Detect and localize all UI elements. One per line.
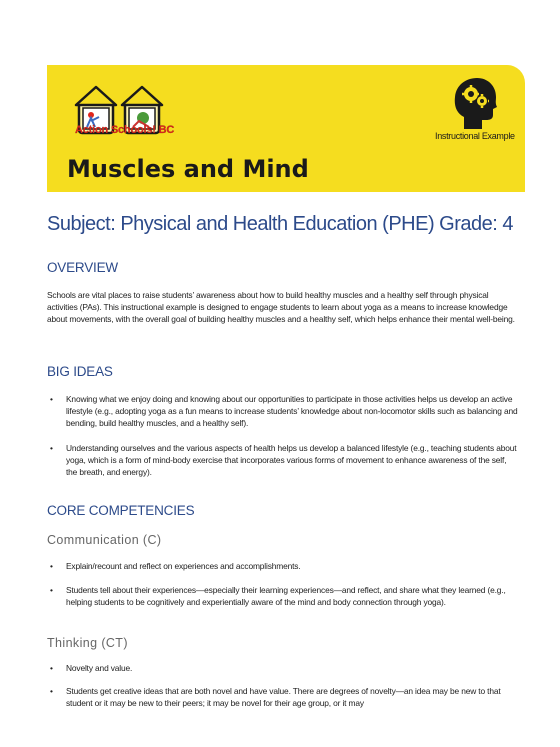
list-item — [47, 560, 519, 572]
head-gears-icon — [452, 77, 498, 129]
bullet-icon: • — [50, 394, 53, 404]
list-item-text: Knowing what we enjoy doing and knowing about our opportunities to participate in those activities helps us develop an active lifestyle (e.g., adopting yoga as a fun means to increase students’ knowledge about non-locomotor skills such as balancing and bending, build healthy muscles, and a healthy self). — [66, 394, 518, 429]
list-item — [47, 442, 519, 479]
overview-heading: OVERVIEW — [47, 260, 118, 275]
list-item — [47, 584, 519, 608]
subject-heading: Subject: Physical and Health Education (PHE) Grade: 4 — [47, 213, 513, 235]
bullet-icon: • — [50, 561, 53, 571]
logo-text: Action Schools! BC — [75, 124, 175, 136]
overview-text: Schools are vital places to raise students’ awareness about how to build healthy muscles and a healthy self through physical activities (PAs). This instructional example is designed to engage students to learn about yoga as a means to increase knowledge about movements, with the overall goal of building healthy muscles and a healthy self, which helps enhance their mental well-being. — [47, 290, 515, 325]
bullet-icon: • — [50, 443, 53, 453]
communication-heading: Communication (C) — [47, 533, 162, 547]
bullet-icon: • — [50, 686, 53, 696]
list-item — [47, 685, 519, 709]
header-banner — [47, 65, 525, 192]
list-item-text: Explain/recount and reflect on experiences and accomplishments. — [66, 561, 301, 571]
bullet-icon: • — [50, 663, 53, 673]
instructional-example-label: Instructional Example — [435, 131, 515, 141]
thinking-heading: Thinking (CT) — [47, 636, 128, 650]
list-item-text: Understanding ourselves and the various aspects of health helps us develop a balanced lifestyle (e.g., teaching students about yoga, which is a form of mind-body exercise that incorporates various forms of movement to enhance awareness of the self, the breath, and energy). — [66, 443, 517, 478]
bullet-icon: • — [50, 585, 53, 595]
list-item-text: Students get creative ideas that are both novel and have value. There are degrees of novelty—an idea may be new to that student or it may be new to their peers; it may be novel for their age group, or it may — [66, 686, 501, 709]
list-item-text: Novelty and value. — [66, 663, 133, 673]
page-title: Muscles and Mind — [67, 155, 309, 183]
list-item — [47, 393, 519, 430]
core-competencies-heading: CORE COMPETENCIES — [47, 503, 195, 518]
list-item-text: Students tell about their experiences—especially their learning experiences—and reflect, and share what they learned (e.g., helping students to be cognitively and experientially aware of the mind and body connection through yoga). — [66, 585, 506, 608]
list-item — [47, 662, 519, 674]
big-ideas-heading: BIG IDEAS — [47, 364, 113, 379]
